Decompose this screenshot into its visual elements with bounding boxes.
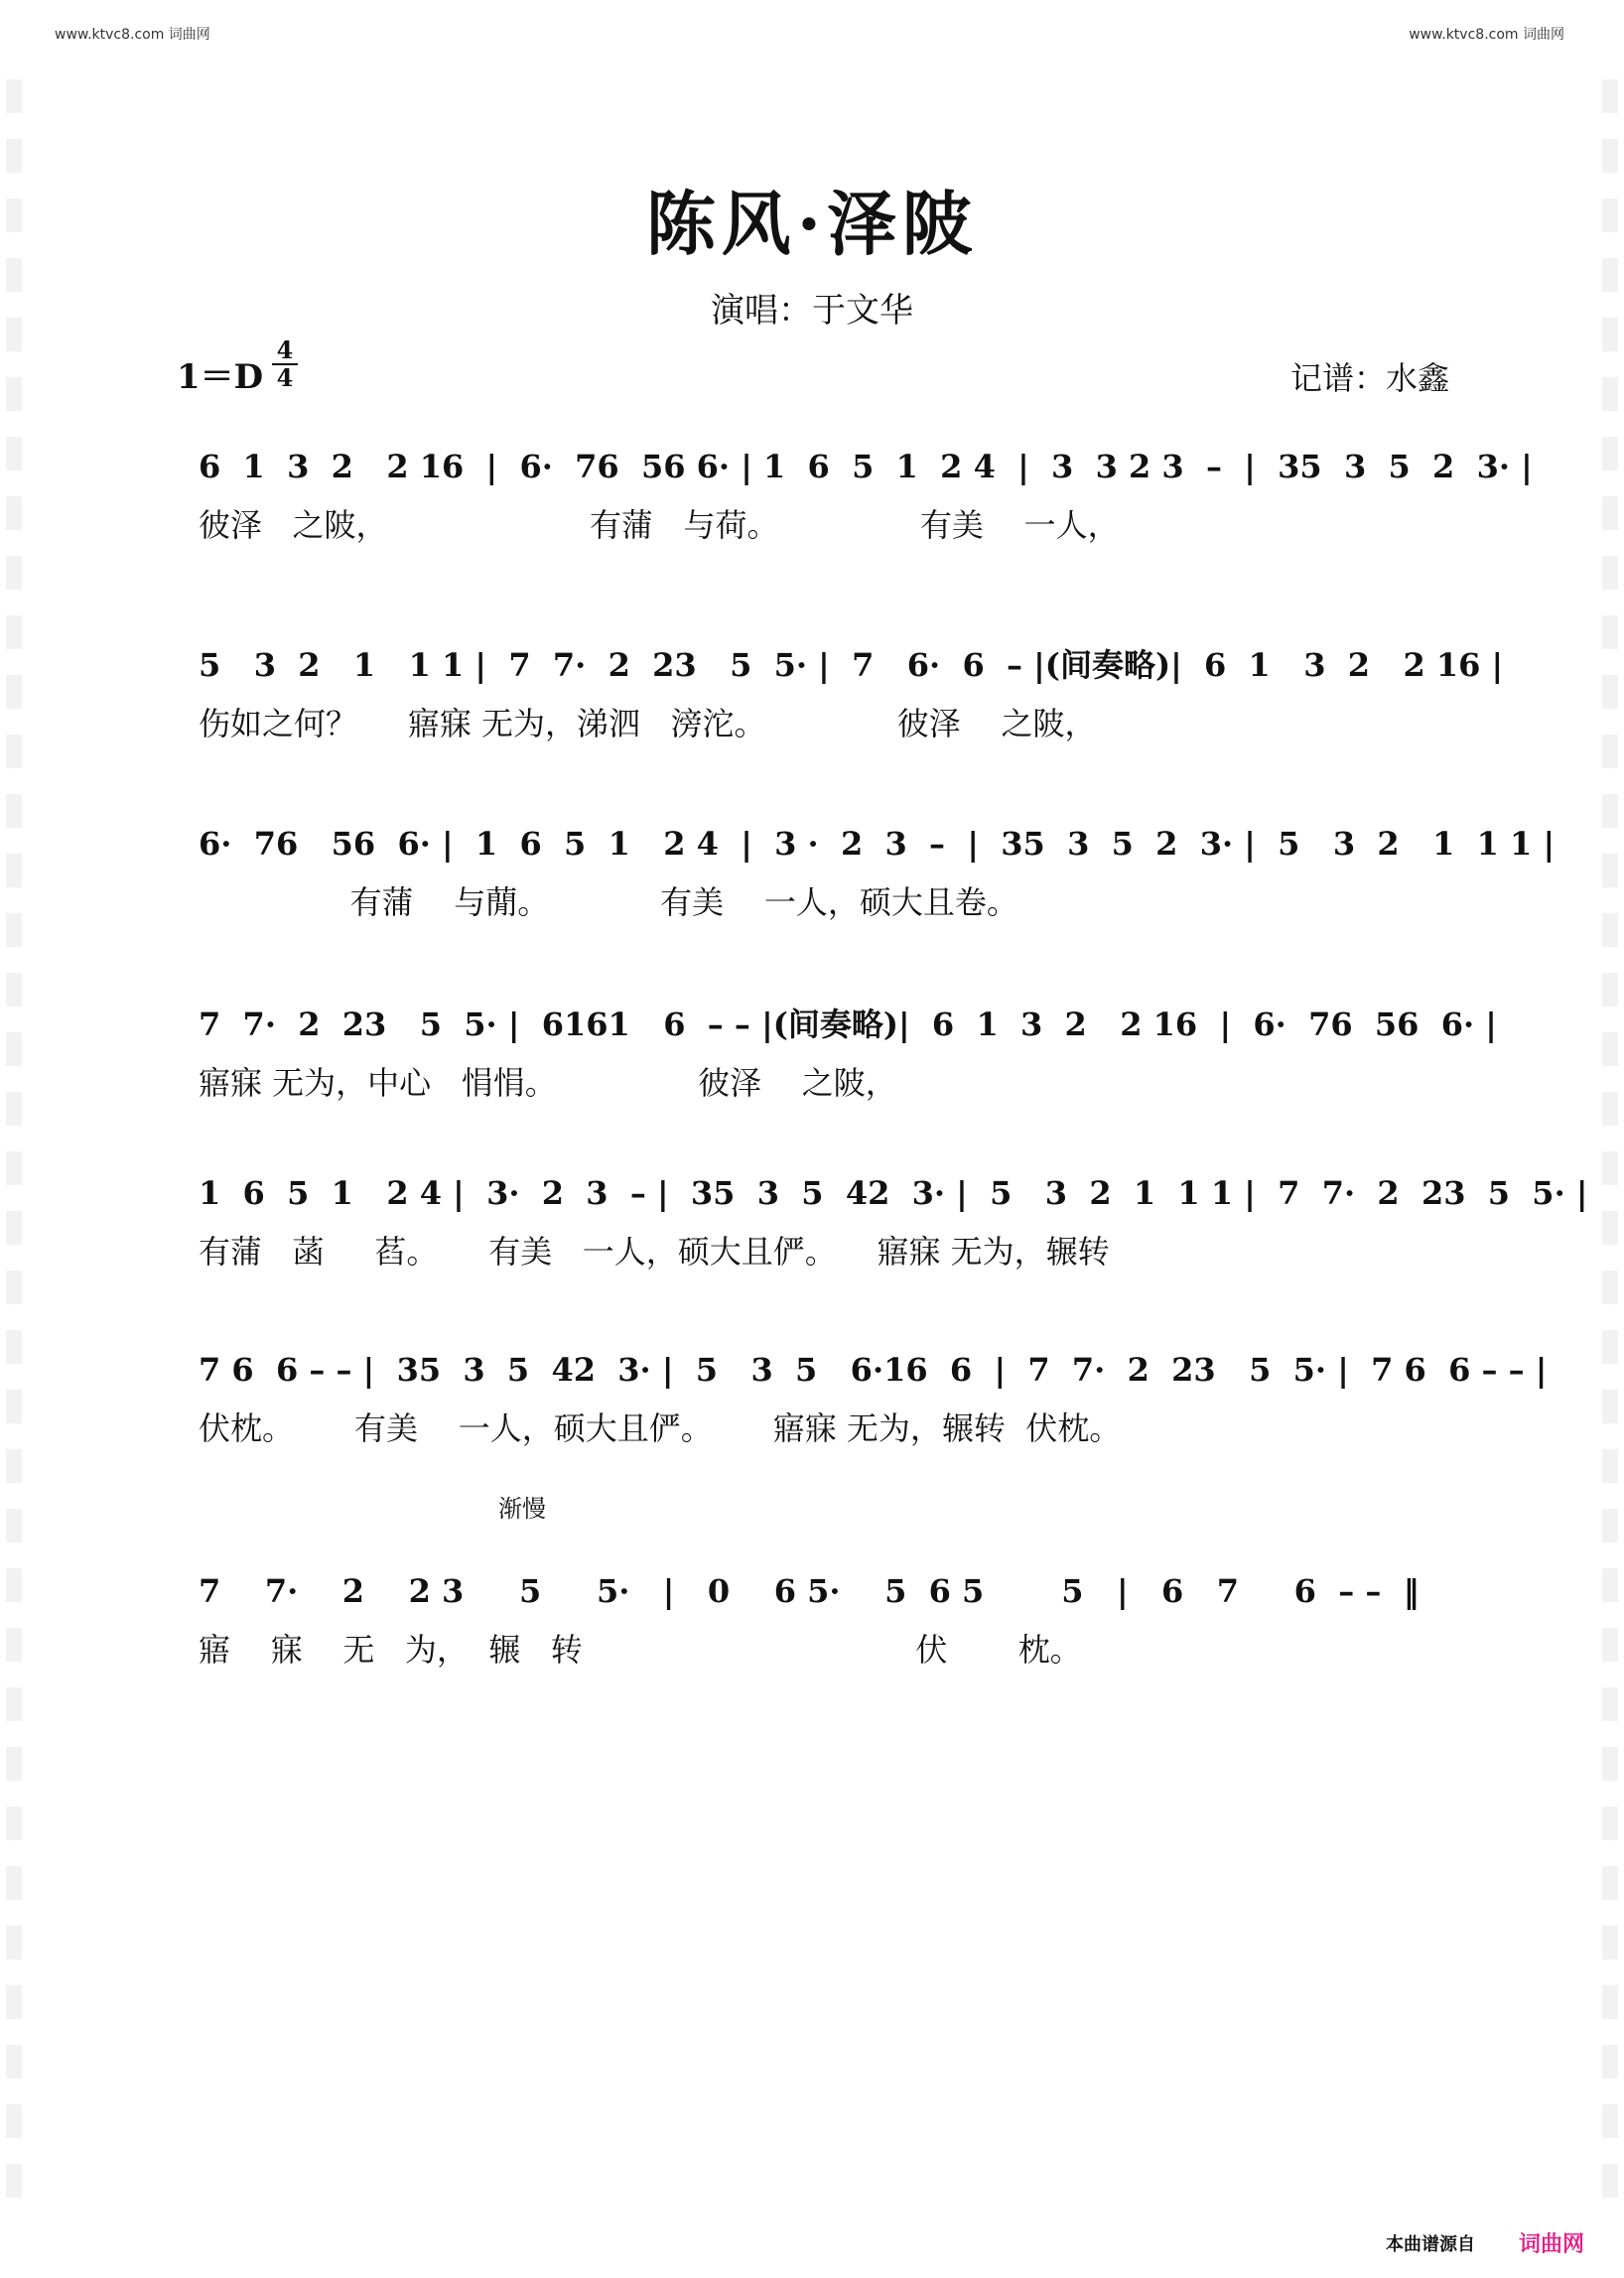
time-signature-top: 4 [276,335,294,364]
lyrics-row: 彼泽 之陂， 有蒲 与荷。 有美 一人， [199,506,1120,544]
footer-site-logo[interactable]: 词曲网 [1518,2232,1584,2257]
lyrics-row: 寤 寐 无 为， 辗 转 伏 枕。 [199,1631,1082,1669]
notation-row: 5 3 2 1 1 1 | 7 7· 2 23 5 5· | 7 6· 6 – |(间奏略)| 6 1 3 2 2 16 | [199,646,1504,684]
time-signature [270,337,300,391]
notation-row: 6 1 3 2 2 16 | 6· 76 56 6· | 1 6 5 1 2 4 | 3 3 2 3 – | 35 3 5 2 3· | [199,448,1533,485]
lyrics-row: 伏枕。 有美 一人，硕大且俨。 寤寐 无为，辗转 伏枕。 [199,1409,1122,1447]
notation-row: 7 7· 2 2 3 5 5· | 0 6 5· 5 6 5 5 | 6 7 6 – – ‖ [199,1572,1420,1610]
header-watermark-right: www.ktvc8.com 词曲网 [1409,27,1564,43]
footer-source-label: 本曲谱源自 [1386,2234,1475,2255]
singer-credit: 演唱：于文华 [711,291,913,331]
right-margin-strip [1602,79,1618,2223]
lyrics-row: 有蒲 与蕑。 有美 一人，硕大且卷。 [199,883,1018,921]
score-title: 陈风·泽陂 [645,183,979,265]
notation-row: 7 7· 2 23 5 5· | 6161 6 – – |(间奏略)| 6 1 3 2 2 16 | 6· 76 56 6· | [199,1005,1497,1043]
tempo-marking: 渐慢 [498,1495,546,1523]
lyrics-row: 寤寐 无为，中心 悁悁。 彼泽 之陂， [199,1064,897,1102]
lyrics-row: 有蒲 菡 萏。 有美 一人，硕大且俨。 寤寐 无为，辗转 [199,1233,1110,1271]
key-signature: 1＝D [177,357,264,397]
notation-row: 1 6 5 1 2 4 | 3· 2 3 – | 35 3 5 42 3· | 5 3 2 1 1 1 | 7 7· 2 23 5 5· | [199,1174,1588,1212]
left-margin-strip [6,79,22,2223]
lyrics-row: 伤如之何？ 寤寐 无为，涕泗 滂沱。 彼泽 之陂， [199,705,1097,742]
notation-row: 7 6 6 – – | 35 3 5 42 3· | 5 3 5 6·16 6 | 7 7· 2 23 5 5· | 7 6 6 – – | [199,1351,1548,1389]
notator-credit: 记谱：水鑫 [1289,359,1449,397]
header-watermark-left: www.ktvc8.com 词曲网 [55,27,210,43]
time-signature-bottom: 4 [276,363,294,392]
notation-row: 6· 76 56 6· | 1 6 5 1 2 4 | 3 · 2 3 – | 35 3 5 2 3· | 5 3 2 1 1 1 | [199,825,1556,863]
